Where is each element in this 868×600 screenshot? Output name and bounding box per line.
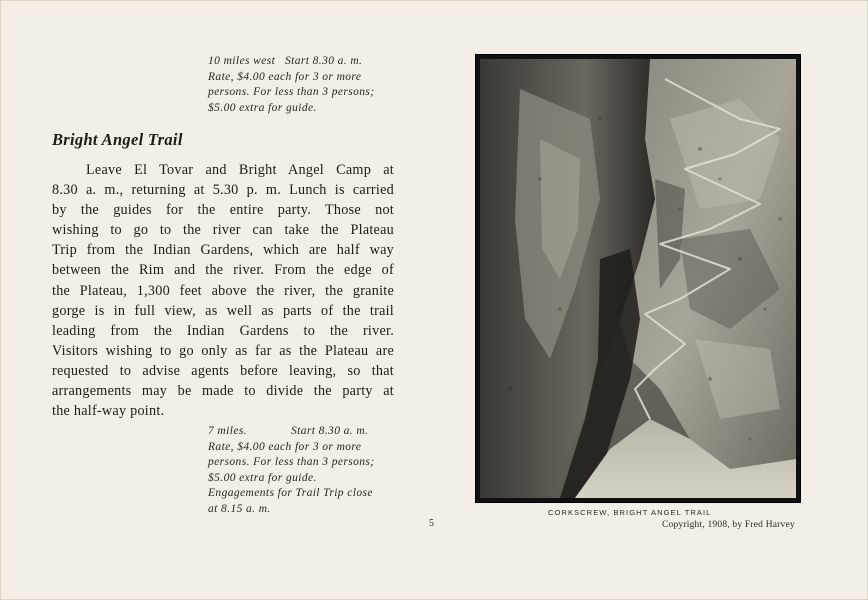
body-line: Visitors wishing to go only as far as the Plateau are	[52, 342, 394, 359]
body-line: requested to advise agents before leaving, so that	[52, 362, 394, 379]
photo-frame	[475, 54, 801, 503]
body-line: gorge is in full view, as well as parts of the trail	[52, 302, 394, 319]
corkscrew-trail-photo	[480, 59, 796, 498]
body-line: between the Rim and the river. From the edge of	[52, 262, 394, 279]
page-number: 5	[429, 518, 434, 529]
bottom-note-start-time: Start 8.30 a. m.	[290, 425, 369, 437]
body-line: leading from the Indian Gardens to the river.	[52, 322, 394, 339]
bottom-note-distance: 7 miles.	[208, 425, 247, 437]
bottom-note-line-6: at 8.15 a. m.	[208, 502, 271, 515]
body-line: Trip from the Indian Gardens, which are half way	[52, 242, 394, 259]
section-title: Bright Angel Trail	[52, 130, 183, 149]
bottom-note-line-2: Rate, $4.00 each for 3 or more	[208, 440, 362, 453]
top-note-line-3: persons. For less than 3 persons;	[208, 86, 375, 99]
bottom-trip-note	[208, 424, 418, 518]
photo-caption: CORKSCREW, BRIGHT ANGEL TRAIL	[548, 508, 712, 517]
body-line: by the guides for the entire party. Those not	[52, 202, 394, 219]
bottom-note-line-3: persons. For less than 3 persons;	[208, 456, 375, 469]
top-trip-note	[208, 54, 418, 116]
body-line: the half-way point.	[52, 403, 165, 420]
body-line: wishing to go to the river can take the Plateau	[52, 222, 394, 239]
bottom-note-line-5: Engagements for Trail Trip close	[208, 487, 373, 500]
body-line: the Plateau, 1,300 feet above the river, the granite	[52, 282, 394, 299]
top-note-distance: 10 miles west	[208, 55, 276, 67]
top-note-line-1	[208, 54, 418, 70]
body-line: 8.30 a. m., returning at 5.30 p. m. Lunch is carried	[52, 182, 394, 199]
body-paragraph	[52, 160, 394, 421]
top-note-line-4: $5.00 extra for guide.	[208, 101, 317, 114]
bottom-note-line-4: $5.00 extra for guide.	[208, 471, 317, 484]
top-note-start-time: Start 8.30 a. m.	[285, 55, 363, 67]
body-line: arrangements may be made to divide the party at	[52, 383, 394, 400]
copyright-line: Copyright, 1908, by Fred Harvey	[662, 520, 795, 530]
bottom-note-line-1	[208, 424, 418, 440]
top-note-line-2: Rate, $4.00 each for 3 or more	[208, 70, 362, 83]
canyon-photograph	[480, 59, 796, 498]
body-line: Leave El Tovar and Bright Angel Camp at	[86, 162, 394, 178]
